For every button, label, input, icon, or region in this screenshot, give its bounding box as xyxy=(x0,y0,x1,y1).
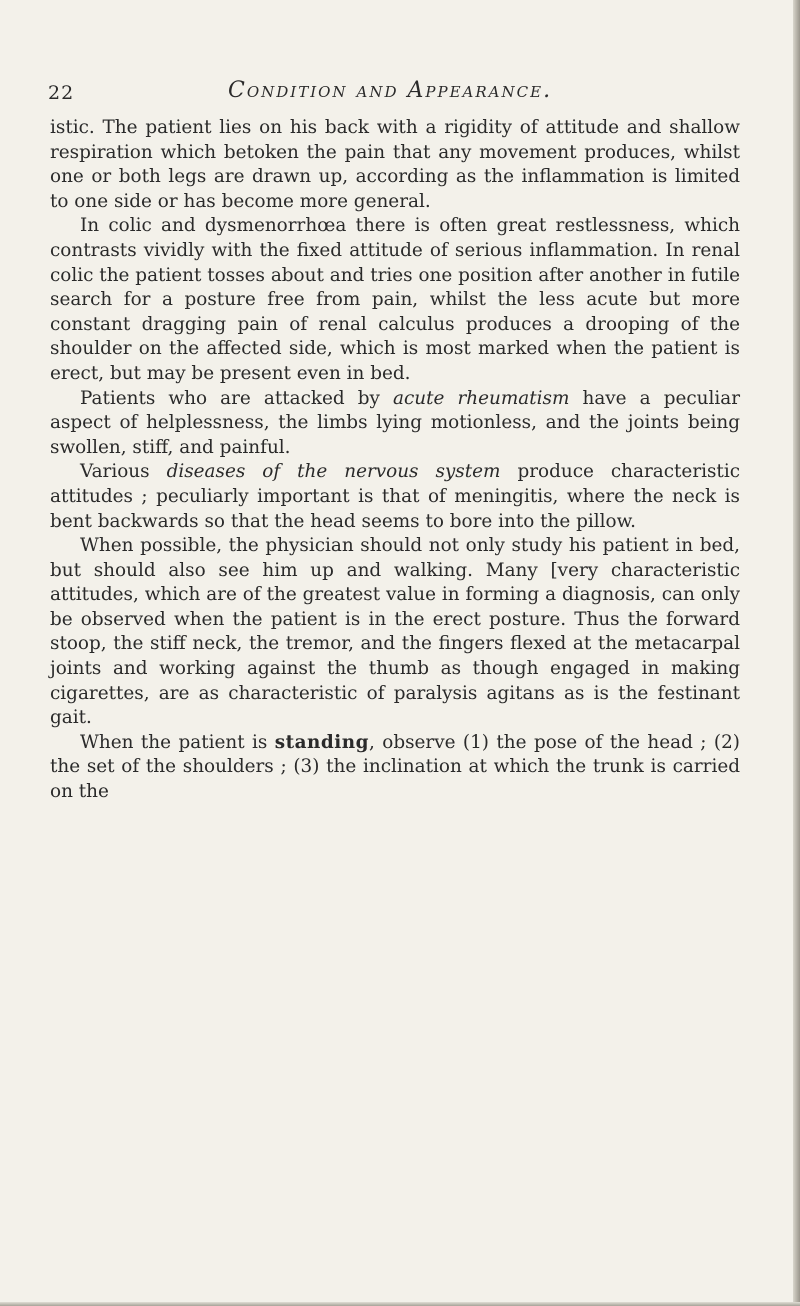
page-edge-shadow xyxy=(793,0,800,1306)
paragraph-3-text-b: have a peculiar aspect of helplessness, the limbs lying motionless, and the joints being swollen, stiff, and painful. xyxy=(50,387,741,458)
running-title: Condition and Appearance. xyxy=(228,78,553,103)
page-header xyxy=(48,78,748,114)
paragraph-5: When possible, the physician should not only study his patient in bed, but should also see him up and walking. Many [very characteristic attitudes, which are of the greatest value in forming a diagnosis, can only be observed when the patient is in the erect posture. Thus the forward stoop, the stiff neck, the tremor, and the fingers flexed at the metacarpal joints and working against the thumb as though engaged in making cigarettes, are as characteristic of paralysis agitans as is the festinant gait. xyxy=(50,535,740,729)
body-text xyxy=(50,116,740,805)
paragraph-4 xyxy=(50,460,740,534)
paragraph-6 xyxy=(50,731,740,805)
emphasis-acute-rheumatism: acute rheumatism xyxy=(393,387,570,409)
paragraph-4-text-b: produce characteristic attitudes ; peculiarly important is that of meningitis, where the neck is bent backwards so that the head seems to bore into the pillow. xyxy=(50,461,740,532)
paragraph-3 xyxy=(50,387,740,461)
paragraph-1: istic. The patient lies on his back with a rigidity of attitude and shallow respiration which betoken the pain that any movement produces, whilst one or both legs are drawn up, according as the inflammation is limited to one side or has become more general. xyxy=(50,117,740,212)
paragraph-3-text-a: Patients who are attacked by xyxy=(80,387,394,409)
emphasis-nervous-system: diseases of the nervous system xyxy=(166,461,501,483)
page-bottom-edge xyxy=(0,1302,800,1306)
paragraph-6-text-a: When the patient is xyxy=(80,731,275,753)
paragraph-2: In colic and dysmenorrhœa there is often great restlessness, which contrasts vividly with the fixed attitude of serious inflammation. In renal colic the patient tosses about and tries one position after another in futile search for a posture free from pain, whilst the less acute but more constant dragging pain of renal calculus produces a drooping of the shoulder on the affected side, which is most marked when the patient is erect, but may be present even in bed. xyxy=(50,215,740,384)
paragraph-6-text-b: , observe (1) the pose of the head ; (2) the set of the shoulders ; (3) the inclination at which the trunk is carried on the xyxy=(50,731,740,803)
bold-standing: standing xyxy=(274,731,369,753)
page-number: 22 xyxy=(48,82,75,104)
paragraph-4-text-a: Various xyxy=(80,461,167,483)
